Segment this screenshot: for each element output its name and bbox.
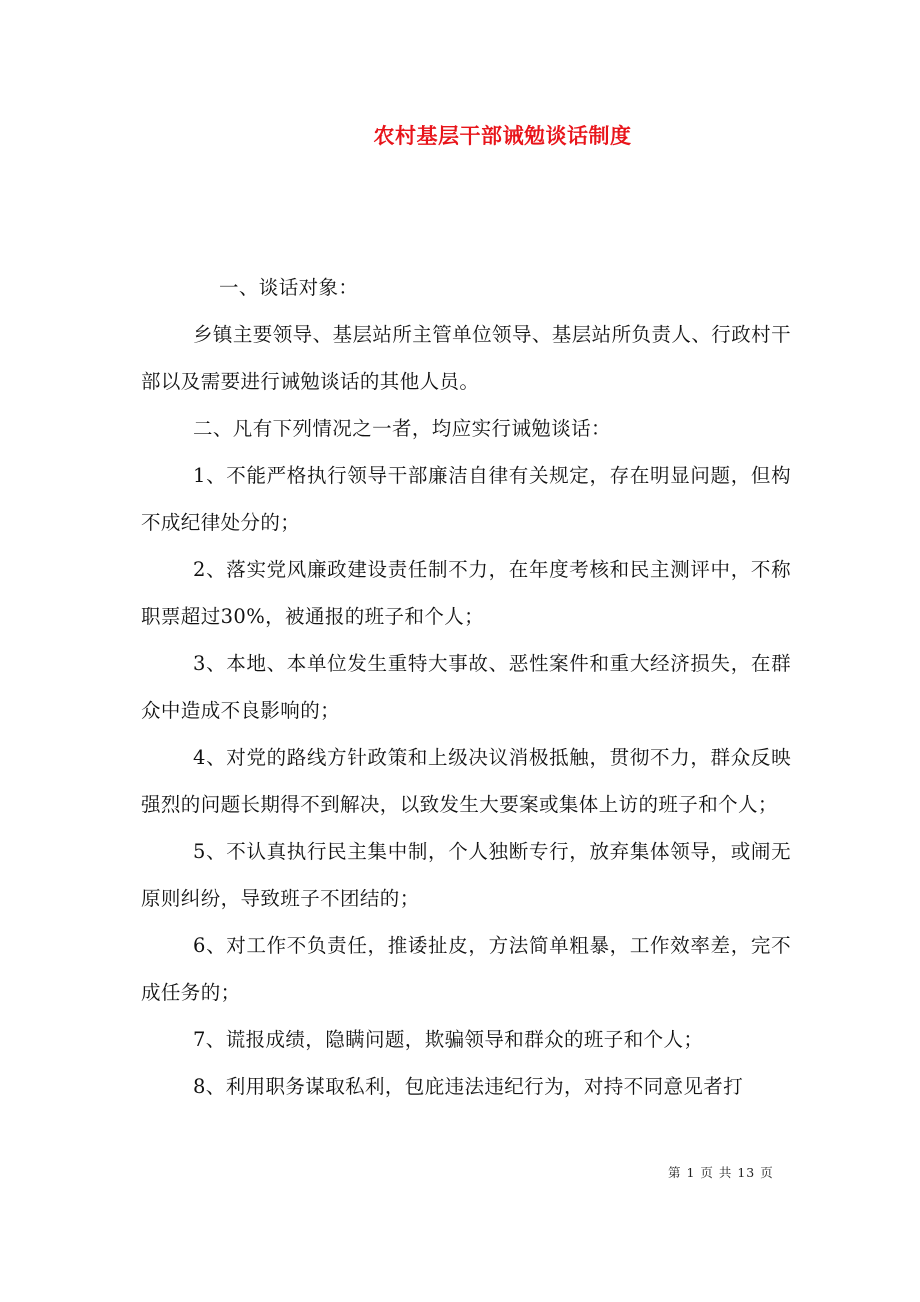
paragraph: 5、不认真执行民主集中制，个人独断专行，放弃集体领导，或闹无原则纠纷，导致班子不团结的； bbox=[141, 840, 791, 910]
paragraph: 7、谎报成绩，隐瞒问题，欺骗领导和群众的班子和个人； bbox=[193, 1028, 704, 1051]
paragraph: 3、本地、本单位发生重特大事故、恶性案件和重大经济损失，在群众中造成不良影响的； bbox=[141, 652, 791, 722]
paragraph: 4、对党的路线方针政策和上级决议消极抵触，贯彻不力，群众反映强烈的问题长期得不到解决，以致发生大要案或集体上访的班子和个人； bbox=[141, 746, 791, 816]
paragraph: 乡镇主要领导、基层站所主管单位领导、基层站所负责人、行政村干部以及需要进行诫勉谈话的其他人员。 bbox=[141, 323, 791, 393]
page-number-footer: 第 1 页 共 13 页 bbox=[668, 1165, 774, 1180]
document-body bbox=[141, 264, 791, 1110]
paragraph: 1、不能严格执行领导干部廉洁自律有关规定，存在明显问题，但构不成纪律处分的； bbox=[141, 464, 791, 534]
paragraph: 8、利用职务谋取私利，包庇违法违纪行为，对持不同意见者打 bbox=[193, 1075, 744, 1098]
paragraph: 2、落实党风廉政建设责任制不力，在年度考核和民主测评中，不称职票超过30%，被通报的班子和个人； bbox=[141, 558, 791, 628]
paragraph: 一、谈话对象： bbox=[219, 276, 359, 299]
paragraph: 二、凡有下列情况之一者，均应实行诫勉谈话： bbox=[193, 417, 611, 440]
paragraph: 6、对工作不负责任，推诿扯皮，方法简单粗暴，工作效率差，完不成任务的； bbox=[141, 934, 791, 1004]
document-title: 农村基层干部诫勉谈话制度 bbox=[373, 123, 632, 148]
